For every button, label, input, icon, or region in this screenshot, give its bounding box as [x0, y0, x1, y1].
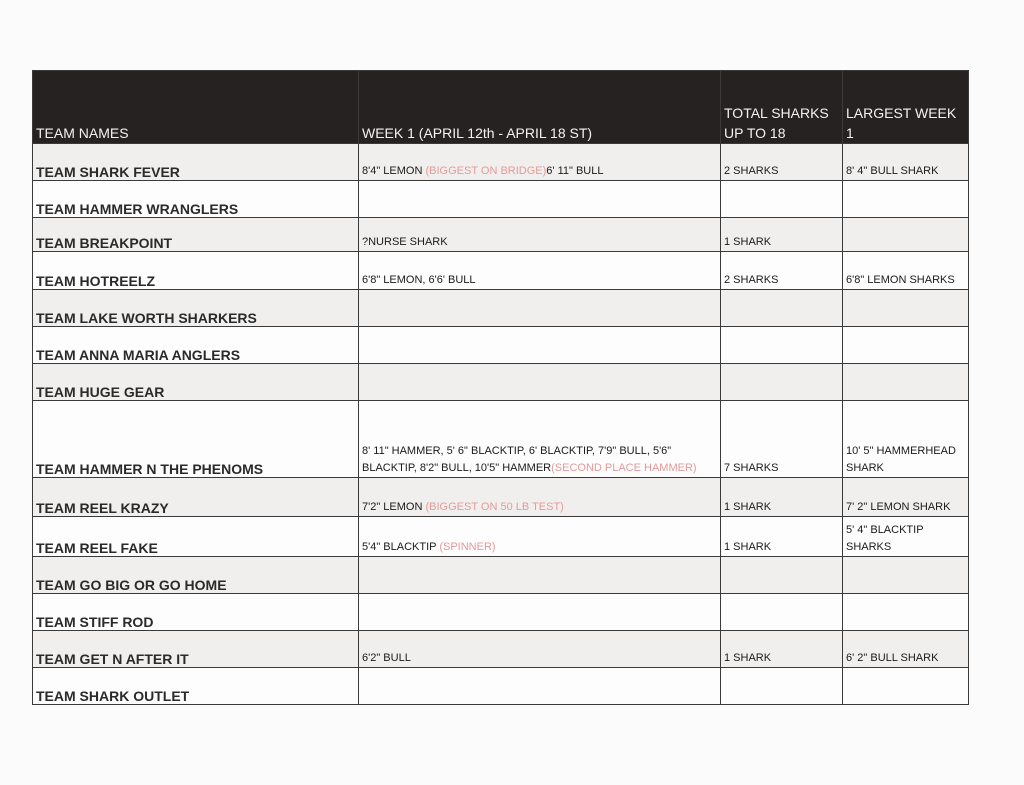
week1-catch-cell: [359, 517, 721, 557]
largest-week1-cell: [843, 668, 969, 705]
catch-text: ?NURSE SHARK: [362, 236, 448, 248]
largest-week1-cell: [843, 594, 969, 631]
total-sharks-cell: 1 SHARK: [721, 478, 843, 517]
total-sharks-cell: [721, 594, 843, 631]
largest-week1-cell: 7' 2" LEMON SHARK: [843, 478, 969, 517]
team-name-cell: TEAM GO BIG OR GO HOME: [33, 557, 359, 594]
team-name-cell: TEAM BREAKPOINT: [33, 218, 359, 252]
standings-table: [32, 70, 969, 705]
header-row: [33, 71, 969, 144]
week1-catch-cell: [359, 401, 721, 478]
team-name-cell: TEAM HAMMER WRANGLERS: [33, 181, 359, 218]
total-sharks-cell: [721, 327, 843, 364]
week1-catch-cell: [359, 478, 721, 517]
catch-note: (BIGGEST ON BRIDGE): [425, 165, 547, 177]
header-team-names: TEAM NAMES: [33, 71, 359, 144]
largest-week1-cell: [843, 181, 969, 218]
catch-note: (BIGGEST ON 50 LB TEST): [425, 501, 564, 513]
week1-catch-cell: [359, 252, 721, 290]
table-row: [33, 364, 969, 401]
table-row: [33, 290, 969, 327]
table-row: [33, 181, 969, 218]
team-name-cell: TEAM HOTREELZ: [33, 252, 359, 290]
largest-week1-cell: 8' 4" BULL SHARK: [843, 144, 969, 181]
week1-catch-cell: [359, 144, 721, 181]
week1-catch-cell: [359, 631, 721, 668]
header-total-sharks: TOTAL SHARKS UP TO 18: [721, 71, 843, 144]
largest-week1-cell: 6' 2" BULL SHARK: [843, 631, 969, 668]
total-sharks-cell: 2 SHARKS: [721, 144, 843, 181]
largest-week1-cell: [843, 327, 969, 364]
table-row: [33, 327, 969, 364]
catch-note: (SPINNER): [439, 541, 496, 553]
table-row: [33, 557, 969, 594]
catch-text: 8'4" LEMON: [362, 165, 426, 177]
catch-text: 6'2" BULL: [362, 652, 411, 664]
table-row: [33, 631, 969, 668]
table-row: [33, 144, 969, 181]
total-sharks-cell: [721, 668, 843, 705]
catch-text-tail: 6' 11" BULL: [546, 165, 604, 177]
total-sharks-cell: [721, 181, 843, 218]
week1-catch-cell: [359, 668, 721, 705]
largest-week1-cell: [843, 557, 969, 594]
catch-text: 8' 11" HAMMER, 5' 6" BLACKTIP, 6' BLACKTIP, 7'9" BULL, 5'6" BLACKTIP, 8'2" BULL, 10'5" HAMMER: [362, 445, 672, 474]
team-name-cell: TEAM ANNA MARIA ANGLERS: [33, 327, 359, 364]
total-sharks-cell: 7 SHARKS: [721, 401, 843, 478]
scanned-sheet: [32, 70, 968, 705]
team-name-cell: TEAM REEL FAKE: [33, 517, 359, 557]
header-week1: WEEK 1 (APRIL 12th - APRIL 18 ST): [359, 71, 721, 144]
team-name-cell: TEAM GET N AFTER IT: [33, 631, 359, 668]
largest-week1-cell: [843, 290, 969, 327]
table-row: [33, 401, 969, 478]
team-name-cell: TEAM LAKE WORTH SHARKERS: [33, 290, 359, 327]
week1-catch-cell: [359, 327, 721, 364]
largest-week1-cell: 10' 5" HAMMERHEAD SHARK: [843, 401, 969, 478]
team-name-cell: TEAM SHARK OUTLET: [33, 668, 359, 705]
catch-text: 6'8" LEMON, 6'6' BULL: [362, 274, 476, 286]
catch-note: (SECOND PLACE HAMMER): [551, 462, 697, 474]
table-row: [33, 478, 969, 517]
table-row: [33, 252, 969, 290]
table-row: [33, 668, 969, 705]
week1-catch-cell: [359, 557, 721, 594]
team-name-cell: TEAM STIFF ROD: [33, 594, 359, 631]
week1-catch-cell: [359, 218, 721, 252]
team-name-cell: TEAM HUGE GEAR: [33, 364, 359, 401]
week1-catch-cell: [359, 290, 721, 327]
team-name-cell: TEAM REEL KRAZY: [33, 478, 359, 517]
total-sharks-cell: [721, 557, 843, 594]
largest-week1-cell: [843, 218, 969, 252]
catch-text: 7'2" LEMON: [362, 501, 426, 513]
total-sharks-cell: [721, 290, 843, 327]
table-row: [33, 594, 969, 631]
catch-text: 5'4" BLACKTIP: [362, 541, 440, 553]
largest-week1-cell: 6'8" LEMON SHARKS: [843, 252, 969, 290]
week1-catch-cell: [359, 594, 721, 631]
team-name-cell: TEAM SHARK FEVER: [33, 144, 359, 181]
table-row: [33, 218, 969, 252]
total-sharks-cell: 1 SHARK: [721, 218, 843, 252]
total-sharks-cell: [721, 364, 843, 401]
total-sharks-cell: 1 SHARK: [721, 517, 843, 557]
largest-week1-cell: 5' 4" BLACKTIP SHARKS: [843, 517, 969, 557]
team-name-cell: TEAM HAMMER N THE PHENOMS: [33, 401, 359, 478]
table-row: [33, 517, 969, 557]
total-sharks-cell: 1 SHARK: [721, 631, 843, 668]
largest-week1-cell: [843, 364, 969, 401]
week1-catch-cell: [359, 364, 721, 401]
week1-catch-cell: [359, 181, 721, 218]
total-sharks-cell: 2 SHARKS: [721, 252, 843, 290]
header-largest-week1: LARGEST WEEK 1: [843, 71, 969, 144]
